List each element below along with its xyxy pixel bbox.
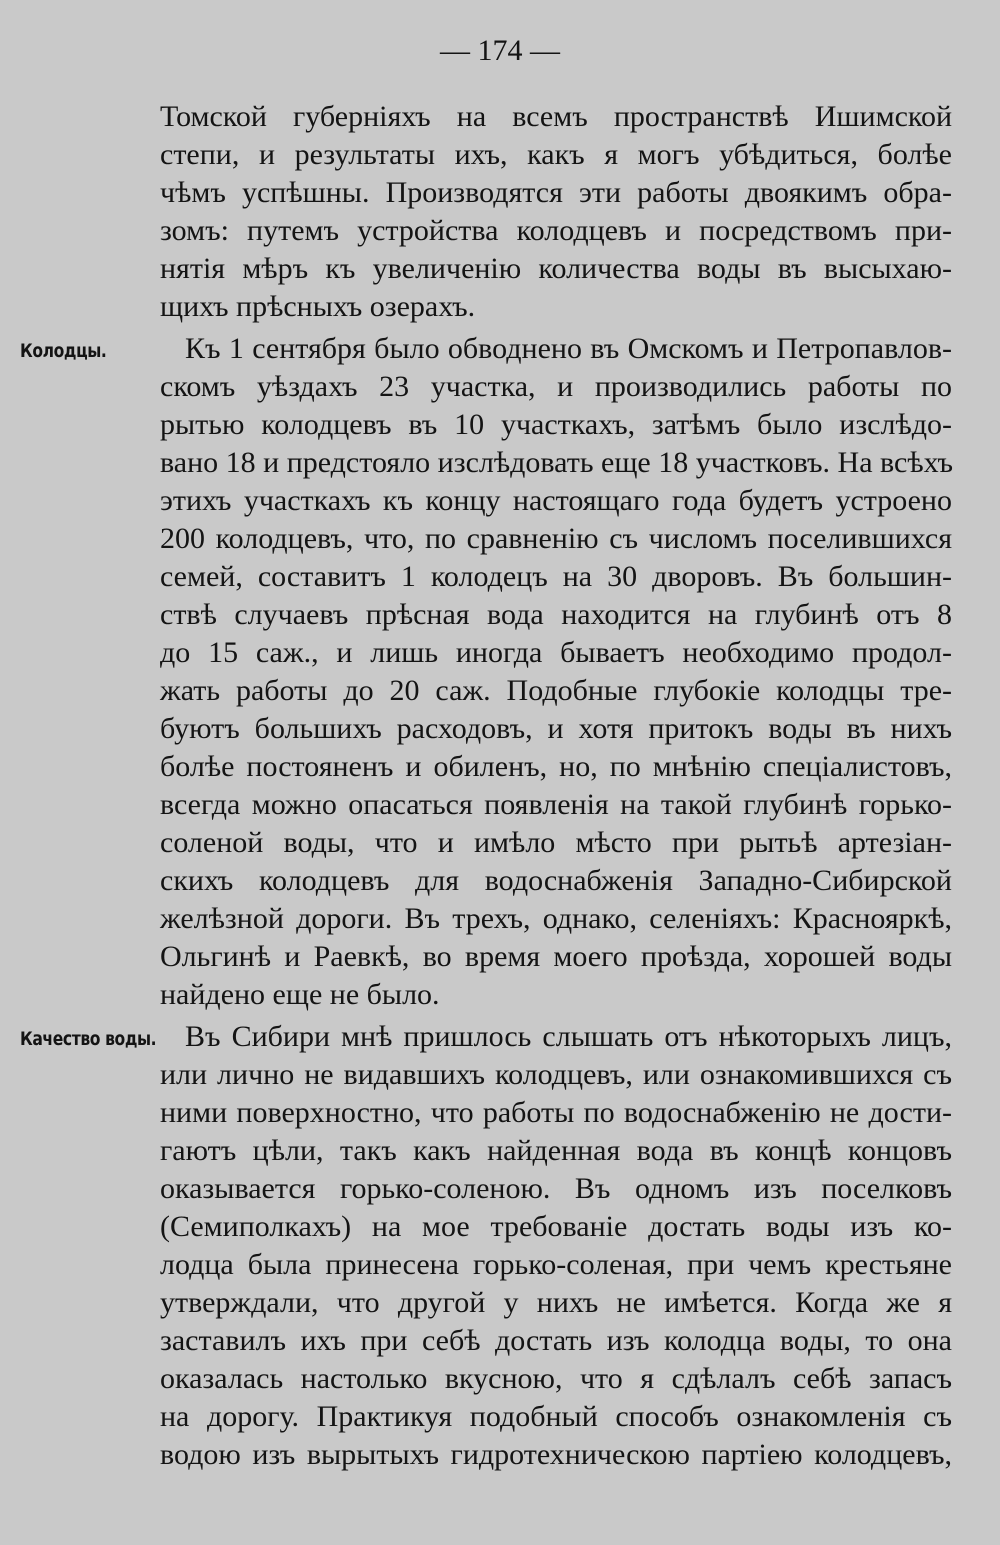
text-line: скихъ колодцевъ для водоснабженія Западно-Сибирской [160,864,952,897]
text-line: скомъ уѣздахъ 23 участка, и производились работы по [160,370,952,403]
text-line: ствѣ случаевъ прѣсная вода находится на глубинѣ отъ 8 [160,598,952,631]
text-line: рытью колодцевъ въ 10 участкахъ, затѣмъ было изслѣдо- [160,408,952,441]
text-line: чѣмъ успѣшны. Производятся эти работы двоякимъ обра- [160,176,952,209]
text-line: (Семиполкахъ) на мое требованіе достать воды изъ ко- [160,1210,952,1243]
text-line: гаютъ цѣли, такъ какъ найденная вода въ концѣ концовъ [160,1134,952,1167]
text-line: этихъ участкахъ къ концу настоящаго года будетъ устроено [160,484,952,517]
text-line: зомъ: путемъ устройства колодцевъ и посредствомъ при- [160,214,952,247]
text-line: нятія мѣръ къ увеличенію количества воды въ высыхаю- [160,252,952,285]
text-line: буютъ большихъ расходовъ, и хотя притокъ воды въ нихъ [160,712,952,745]
margin-note-wells: Колодцы. [20,340,107,362]
text-line: заставилъ ихъ при себѣ достать изъ колодца воды, то она [160,1324,952,1357]
text-line: жать работы до 20 саж. Подобные глубокіе колодцы тре- [160,674,952,707]
text-line: соленой воды, что и имѣло мѣсто при рытьѣ артезіан- [160,826,952,859]
text-line: на дорогу. Практикуя подобный способъ ознакомленія съ [160,1400,952,1433]
text-line: 200 колодцевъ, что, по сравненію съ числомъ поселившихся [160,522,952,555]
text-line: семей, составитъ 1 колодецъ на 30 дворовъ. Въ большин- [160,560,952,593]
text-line: до 15 саж., и лишь иногда бываетъ необходимо продол- [160,636,952,669]
text-line: желѣзной дороги. Въ трехъ, однако, селеніяхъ: Краснояркѣ, [160,902,952,935]
text-line: Въ Сибири мнѣ пришлось слышать отъ нѣкоторыхъ лицъ, [185,1020,952,1053]
text-line: ними поверхностно, что работы по водоснабженію не дости- [160,1096,952,1129]
text-line: болѣе постояненъ и обиленъ, но, по мнѣнію спеціалистовъ, [160,750,952,783]
text-line: лодца была принесена горько-соленая, при чемъ крестьяне [160,1248,952,1281]
text-line: щихъ прѣсныхъ озерахъ. [160,290,476,323]
text-line: оказалась настолько вкусною, что я сдѣлалъ себѣ запасъ [160,1362,952,1395]
text-line: всегда можно опасаться появленія на такой глубинѣ горько- [160,788,952,821]
page-number: — 174 — [440,34,560,67]
text-line: утверждали, что другой у нихъ не имѣется. Когда же я [160,1286,952,1319]
text-line: вано 18 и предстояло изслѣдовать еще 18 участковъ. На всѣхъ [160,446,953,479]
text-line: водою изъ вырытыхъ гидротехническою партіею колодцевъ, [160,1438,952,1471]
text-line: степи, и результаты ихъ, какъ я могъ убѣдиться, болѣе [160,138,952,171]
text-line: или лично не видавшихъ колодцевъ, или ознакомившихся съ [160,1058,952,1091]
text-line: найдено еще не было. [160,978,440,1011]
text-line: Къ 1 сентября было обводнено въ Омскомъ и Петропавлов- [185,332,952,365]
margin-note-water-quality: Качество воды. [20,1028,157,1050]
text-line: оказывается горько-соленою. Въ одномъ изъ поселковъ [160,1172,952,1205]
text-line: Томской губерніяхъ на всемъ пространствѣ Ишимской [160,100,952,133]
text-line: Ольгинѣ и Раевкѣ, во время моего проѣзда, хорошей воды [160,940,952,973]
